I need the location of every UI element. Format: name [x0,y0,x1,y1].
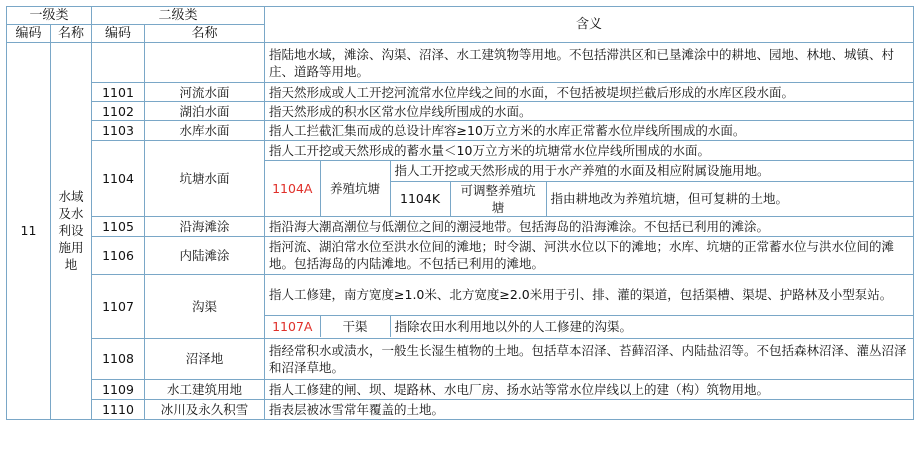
sub-meaning: 指人工开挖或天然形成的用于水产养殖的水面及相应附属设施用地。 [390,160,913,181]
table-row [7,379,914,399]
row-name: 内陆滩涂 [145,236,265,274]
table-row [7,121,914,141]
row-meaning: 指经常积水或渍水，一般生长湿生植物的土地。包括草本沼泽、苔藓沼泽、内陆盐沼等。不包括森林沼泽、灌丛沼泽和沼泽草地。 [265,338,914,379]
subtable-row [265,315,913,337]
table-row [7,141,914,217]
category-name: 水域及水利设施用地 [51,43,92,420]
level2-name-header: 名称 [145,25,265,43]
level1-name-header: 名称 [51,25,92,43]
level2-code-header: 编码 [92,25,145,43]
sub-code-highlight: 1107A [265,315,320,337]
row-meaning-group [265,141,914,217]
row-code: 1103 [92,121,145,141]
row-name: 沿海滩涂 [145,216,265,236]
sub-name: 干渠 [320,315,390,337]
row-code: 1105 [92,216,145,236]
row-code: 1102 [92,102,145,121]
table-row [7,274,914,338]
table-row [7,216,914,236]
row-meaning: 指人工修建的闸、坝、堤路林、水电厂房、扬水站等常水位岸线以上的建（构）筑物用地。 [265,379,914,399]
row-code: 1109 [92,379,145,399]
row-code: 1107 [92,274,145,338]
row-meaning: 指天然形成或人工开挖河流常水位岸线之间的水面，不包括被堤坝拦截后形成的水库区段水面。 [265,83,914,102]
row-name: 沼泽地 [145,338,265,379]
blank-name-cell [145,43,265,83]
level2-header: 二级类 [92,7,265,25]
subtable-row [265,160,913,181]
table-row [7,43,914,83]
land-classification-table [6,6,914,420]
sub-meaning: 指由耕地改为养殖坑塘，但可复耕的土地。 [546,181,913,216]
blank-code-cell [92,43,145,83]
table-row [7,338,914,379]
row-name: 水工建筑用地 [145,379,265,399]
level1-code-header: 编码 [7,25,51,43]
row-meaning: 指沿海大潮高潮位与低潮位之间的潮浸地带。包括海岛的沿海滩涂。不包括已利用的滩涂。 [265,216,914,236]
row-name: 水库水面 [145,121,265,141]
row-code: 1106 [92,236,145,274]
land-classification-table-container [6,6,913,420]
row-name: 坑塘水面 [145,141,265,217]
row-meaning: 指人工修建，南方宽度≥1.0米、北方宽度≥2.0米用于引、排、灌的渠道，包括渠槽、渠堤、护路林及小型泵站。 [265,275,913,315]
row-meaning-group [265,274,914,338]
row-meaning: 指人工开挖或天然形成的蓄水量＜10万立方米的坑塘常水位岸线所围成的水面。 [265,141,913,160]
row-code: 1104 [92,141,145,217]
subtable-1104 [265,141,913,216]
level1-header: 一级类 [7,7,92,25]
row-code: 1101 [92,83,145,102]
row-name: 河流水面 [145,83,265,102]
sub-name: 养殖坑塘 [320,160,390,216]
row-code: 1110 [92,399,145,419]
sub-name: 可调整养殖坑塘 [450,181,546,216]
category-meaning: 指陆地水域，滩涂、沟渠、沼泽、水工建筑物等用地。不包括滞洪区和已垦滩涂中的耕地、园地、林地、城镇、村庄、道路等用地。 [265,43,914,83]
table-row [7,102,914,121]
row-meaning: 指表层被冰雪常年覆盖的土地。 [265,399,914,419]
table-row [7,399,914,419]
header-row-1 [7,7,914,25]
row-meaning: 指河流、湖泊常水位至洪水位间的滩地；时令湖、河洪水位以下的滩地；水库、坑塘的正常蓄水位与洪水位间的滩地。包括海岛的内陆滩地。不包括已利用的滩地。 [265,236,914,274]
sub-code-highlight: 1104A [265,160,320,216]
subtable-row [265,141,913,160]
row-name: 冰川及永久积雪 [145,399,265,419]
row-name: 湖泊水面 [145,102,265,121]
row-name: 沟渠 [145,274,265,338]
row-meaning: 指人工拦截汇集而成的总设计库容≥10万立方米的水库正常蓄水位岸线所围成的水面。 [265,121,914,141]
sub-code: 1104K [390,181,450,216]
table-row [7,236,914,274]
table-row [7,83,914,102]
category-code: 11 [7,43,51,420]
subtable-1107 [265,275,913,337]
subtable-row [265,275,913,315]
sub-meaning: 指除农田水利用地以外的人工修建的沟渠。 [390,315,913,337]
meaning-header: 含义 [265,7,914,43]
row-code: 1108 [92,338,145,379]
row-meaning: 指天然形成的积水区常水位岸线所围成的水面。 [265,102,914,121]
